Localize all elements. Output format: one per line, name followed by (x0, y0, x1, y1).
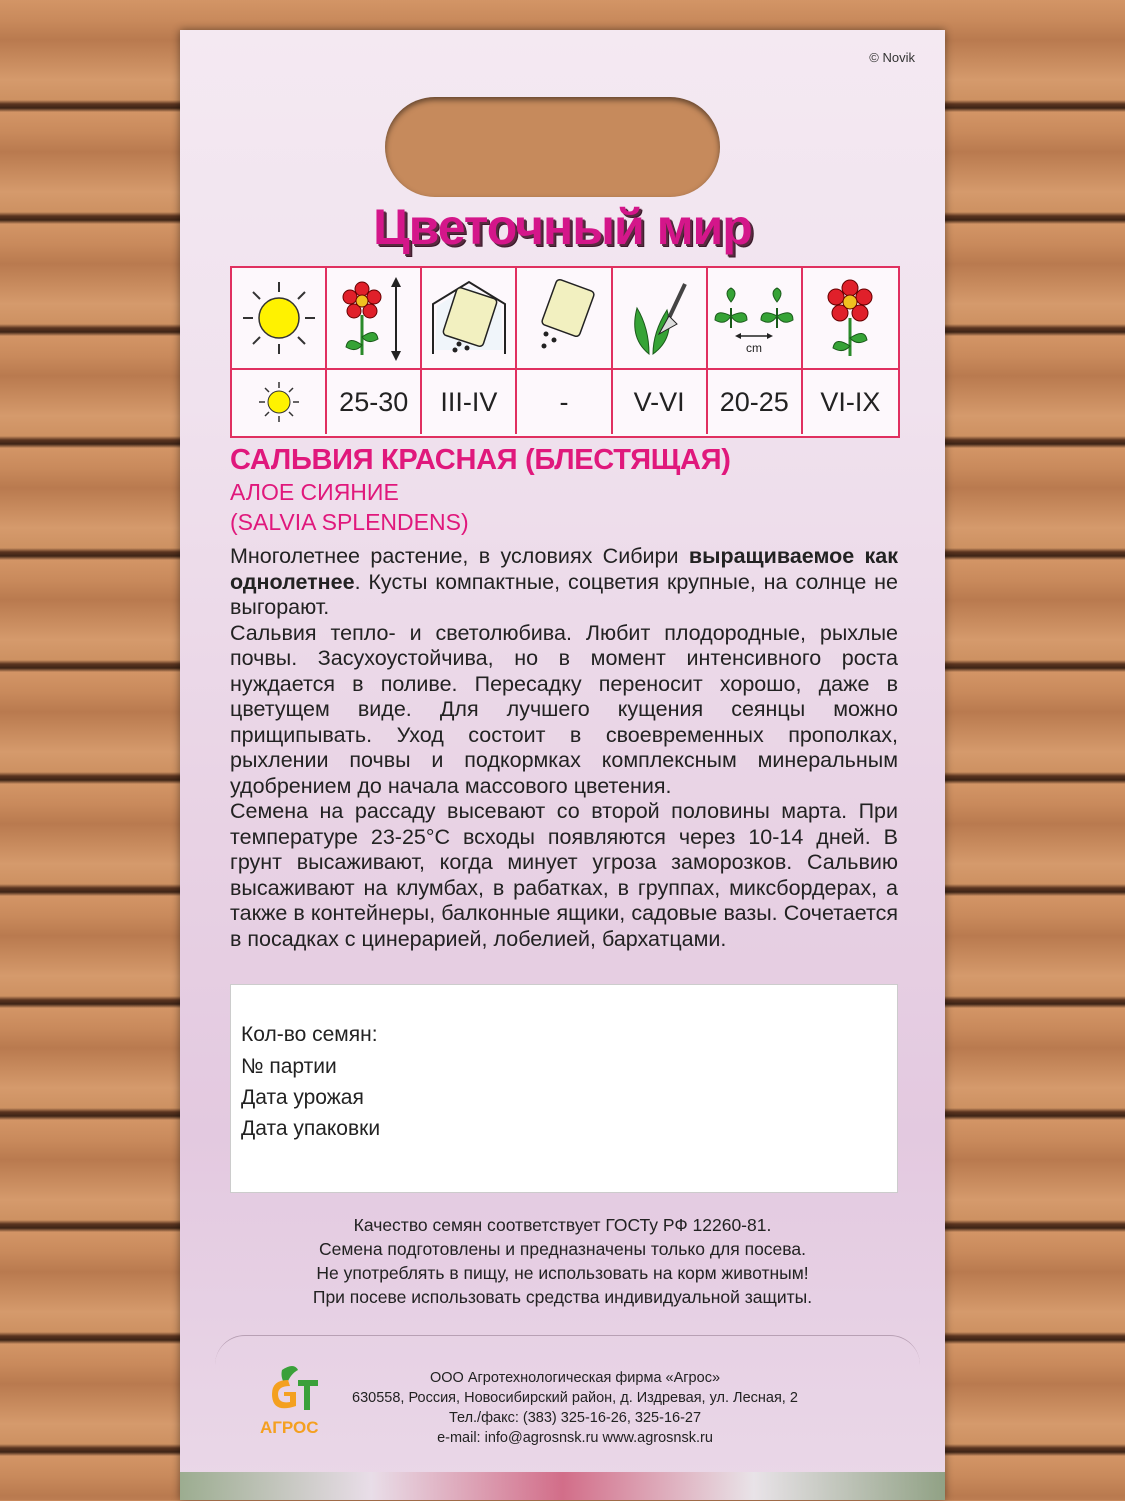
company-info (340, 1368, 810, 1448)
agros-logo-text: АГРОС (260, 1418, 319, 1437)
batch-label: № партии (241, 1055, 337, 1078)
quality-notice (180, 1213, 945, 1309)
hang-hole (385, 97, 720, 197)
company-line: ООО Агротехнологическая фирма «Агрос» (429, 1370, 721, 1386)
batch-info-box (230, 984, 898, 1193)
greenhouse-sowing-icon (422, 268, 517, 368)
bloom-icon (803, 268, 898, 368)
notice-line: Качество семян соответствует ГОСТу РФ 12260-81. (353, 1215, 772, 1235)
description-paragraph-2: Сальвия тепло- и светолюбива. Любит плодородные, рыхлые почвы. Засухоустойчива, но в момент интенсивного роста нуждается в поливе. Пересадку переносит хорошо, даже в цветущем виде. Для лучшего кущения сеянцы можно прищипывать. Уход состоит в своевременных прополках, рыхлении почвы и подкормках комплексным минеральным удобрением до начала массового цветения. (230, 620, 898, 798)
spacing-value: 20-25 (708, 368, 803, 434)
variety-name: АЛОЕ СИЯНИЕ (230, 479, 399, 505)
bloom-value: VI-IX (803, 368, 898, 434)
plant-height-icon (327, 268, 422, 368)
seed-packet (180, 30, 945, 1500)
description (230, 544, 898, 952)
transplant-icon (613, 268, 708, 368)
company-line: Тел./факс: (383) 325-16-26, 325-16-27 (448, 1410, 702, 1426)
agros-logo-icon (264, 1360, 324, 1420)
company-line: e-mail: info@agrosnsk.ru www.agrosnsk.ru (437, 1430, 713, 1446)
description-paragraph-3: Семена на рассаду высевают со второй половины марта. При температуре 23-25°С всходы появляются через 10-14 дней. В грунт высаживают, когда минует угроза заморозков. Сальвию высаживают на клумбах, в рабатках, в группах, миксбордерах, а также в контейнеры, балконные ящики, садовые вазы. Сочетается в посадках с цинерарией, лобелией, бархатцами. (230, 799, 898, 951)
open-ground-sowing-icon (517, 268, 612, 368)
latin-name: (SALVIA SPLENDENS) (230, 509, 469, 535)
notice-line: При посеве использовать средства индивидуальной защиты. (312, 1287, 813, 1307)
copyright: © Novik (869, 50, 915, 65)
bottom-photo-strip (180, 1472, 945, 1500)
product-title: САЛЬВИЯ КРАСНАЯ (БЛЕСТЯЩАЯ) (230, 444, 731, 476)
description-paragraph-1: Многолетнее растение, в условиях Сибири выращиваемое как однолетнее. Кусты компактные, соцветия крупные, на солнце не выгорают. (230, 544, 898, 619)
sun-icon (232, 268, 327, 368)
light-value-icon (232, 368, 327, 434)
pack-date-label: Дата упаковки (241, 1117, 381, 1140)
open-ground-sowing-value: - (517, 368, 612, 434)
growing-info-table (230, 266, 900, 438)
notice-line: Семена подготовлены и предназначены только для посева. (319, 1239, 806, 1259)
notice-line: Не употреблять в пищу, не использовать на корм животным! (316, 1263, 809, 1283)
company-line: 630558, Россия, Новосибирский район, д. Издревая, ул. Лесная, 2 (352, 1390, 798, 1406)
brand-title: Цветочный мир (373, 199, 752, 255)
spacing-unit: cm (746, 341, 763, 355)
spacing-icon (708, 268, 803, 368)
height-value: 25-30 (327, 368, 422, 434)
transplant-value: V-VI (613, 368, 708, 434)
greenhouse-sowing-value: III-IV (422, 368, 517, 434)
seed-count-label: Кол-во семян: (241, 1023, 378, 1046)
harvest-date-label: Дата урожая (241, 1086, 364, 1109)
